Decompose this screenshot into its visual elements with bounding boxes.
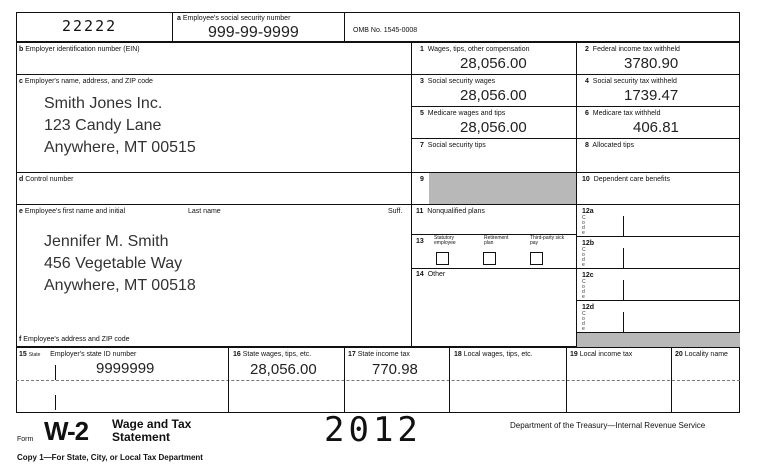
box13-number: 13 — [416, 238, 424, 245]
box18-label: 18 Local wages, tips, etc. — [454, 351, 533, 358]
box20-label: 20 Locality name — [675, 351, 728, 358]
retirement-plan-label: Retirement plan — [484, 235, 509, 246]
suffix-label: Suff. — [388, 208, 403, 215]
void-control-code: 22222 — [62, 17, 118, 35]
box8-label: 8 Allocated tips — [585, 142, 635, 149]
box10-label: 10 Dependent care benefits — [582, 176, 670, 183]
form-word: Form — [17, 436, 34, 443]
retirement-plan-checkbox[interactable] — [483, 252, 496, 265]
box12c-label: 12c — [582, 272, 594, 279]
employee-address[interactable] — [44, 231, 196, 297]
box17-value[interactable]: 770.98 — [372, 361, 418, 378]
employee-street: 456 Vegetable Way — [44, 255, 183, 272]
box5-label: 5 Medicare wages and tips — [420, 110, 506, 117]
box1-value[interactable]: 28,056.00 — [460, 55, 527, 72]
box3-value[interactable]: 28,056.00 — [460, 87, 527, 104]
statutory-employee-checkbox[interactable] — [436, 252, 449, 265]
box15-label: 15 State Employer's state ID number — [19, 351, 137, 358]
box12b-code-label: Code — [582, 247, 586, 268]
box16-value[interactable]: 28,056.00 — [250, 361, 317, 378]
box12b-label: 12b — [582, 240, 595, 247]
employer-name: Smith Jones Inc. — [44, 95, 163, 112]
box4-value[interactable]: 1739.47 — [624, 87, 679, 104]
employee-name-label: e Employee's first name and initial — [19, 208, 126, 215]
state-id-value[interactable]: 9999999 — [96, 360, 155, 377]
employer-address[interactable] — [44, 93, 196, 159]
employer-city: Anywhere, MT 00515 — [44, 139, 196, 156]
control-number-label: d Control number — [19, 176, 74, 183]
box9-shaded — [429, 173, 576, 204]
third-party-sick-pay-checkbox[interactable] — [530, 252, 543, 265]
employer-street: 123 Candy Lane — [44, 117, 162, 134]
box7-label: 7 Social security tips — [420, 142, 486, 149]
box2-label: 2 Federal income tax withheld — [585, 46, 680, 53]
box19-label: 19 Local income tax — [570, 351, 633, 358]
ssn-value[interactable]: 999-99-9999 — [208, 24, 299, 41]
box12a-label: 12a — [582, 208, 594, 215]
employee-name: Jennifer M. Smith — [44, 233, 169, 250]
box3-label: 3 Social security wages — [420, 78, 496, 85]
omb-number: OMB No. 1545-0008 — [353, 27, 418, 34]
ein-label: b Employer identification number (EIN) — [19, 46, 140, 53]
box14-label: 14 Other — [416, 271, 446, 278]
box1-label: 1 Wages, tips, other compensation — [420, 46, 530, 53]
treasury-dept: Department of the Treasury—Internal Revenue Service — [510, 421, 706, 430]
third-party-sick-pay-label: Third-party sick pay — [530, 235, 565, 246]
box6-value[interactable]: 406.81 — [633, 119, 679, 136]
box6-label: 6 Medicare tax withheld — [585, 110, 661, 117]
ssn-label: a Employee's social security number — [177, 15, 291, 22]
box5-value[interactable]: 28,056.00 — [460, 119, 527, 136]
employer-label: c Employer's name, address, and ZIP code — [19, 78, 153, 85]
box11-label: 11 Nonqualified plans — [416, 208, 485, 215]
box4-label: 4 Social security tax withheld — [585, 78, 677, 85]
tax-year: 2012 — [324, 410, 422, 450]
box17-label: 17 State income tax — [348, 351, 410, 358]
box12d-code-label: Code — [582, 311, 586, 332]
box2-value[interactable]: 3780.90 — [624, 55, 679, 72]
box16-label: 16 State wages, tips, etc. — [233, 351, 312, 358]
employee-city: Anywhere, MT 00518 — [44, 277, 196, 294]
statutory-employee-label: Statutory employee — [434, 235, 456, 246]
copy-designation: Copy 1—For State, City, or Local Tax Department — [17, 453, 203, 462]
box9-label: 9 — [420, 176, 424, 183]
employee-address-label: f Employee's address and ZIP code — [19, 336, 130, 343]
box12a-code-label: Code — [582, 215, 586, 236]
form-name: W-2 — [44, 416, 89, 446]
box12-shaded-bottom — [577, 332, 740, 347]
box12d-label: 12d — [582, 304, 595, 311]
form-title: Wage and Tax Statement — [112, 417, 192, 444]
last-name-label: Last name — [188, 208, 221, 215]
box12c-code-label: Code — [582, 279, 586, 300]
